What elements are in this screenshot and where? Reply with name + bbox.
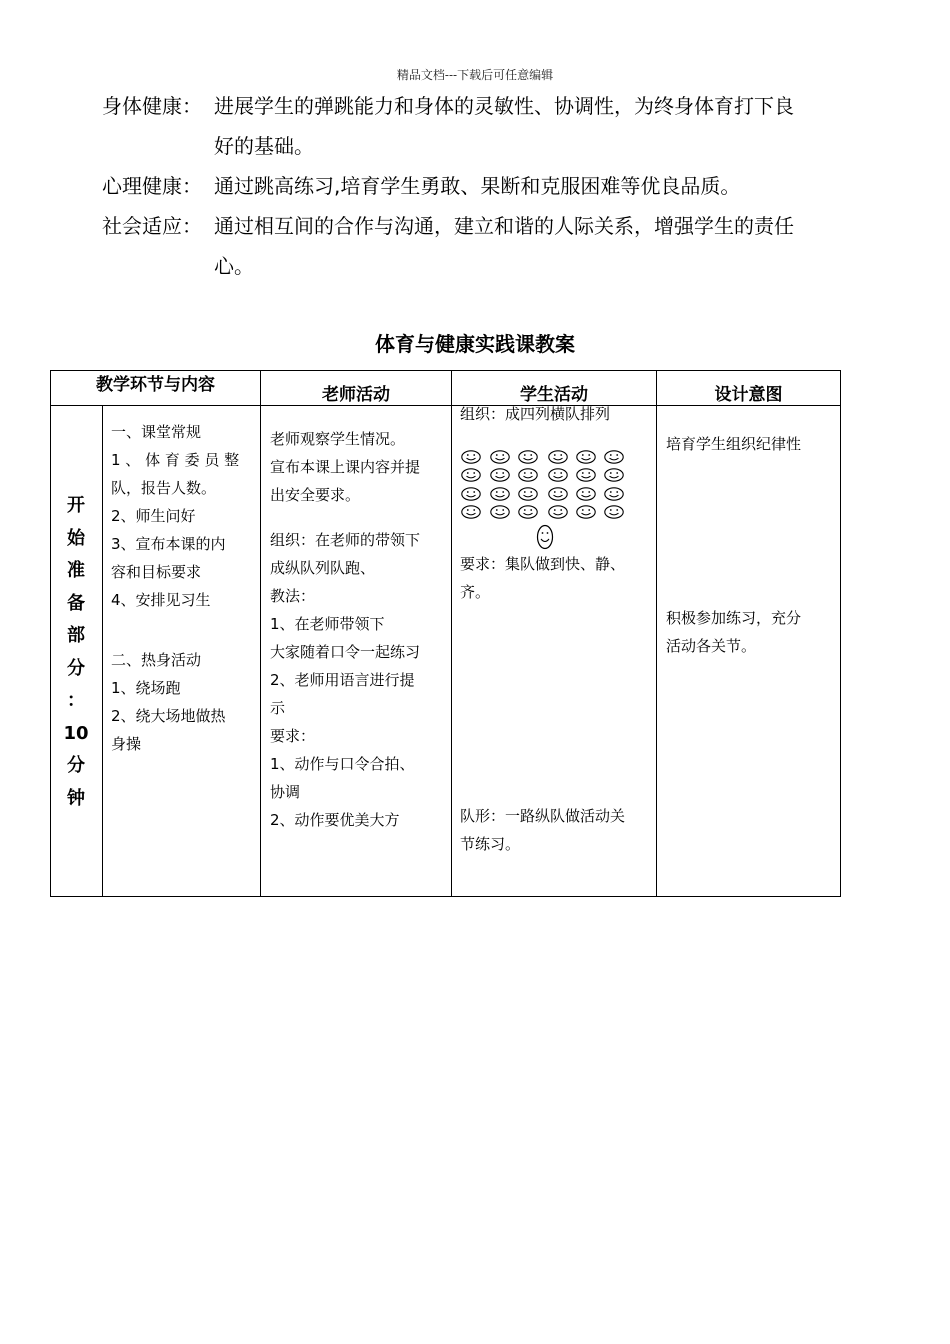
goal-label: 心理健康：: [102, 174, 202, 198]
table-border: [50, 405, 841, 406]
teacher-line: 组织：在老师的带领下: [270, 531, 421, 549]
teacher-line: 要求：: [270, 727, 316, 745]
teacher-face-icon: [536, 524, 554, 550]
content-line: 一、课堂常规: [111, 423, 202, 441]
smiley-face-icon: [576, 505, 596, 519]
smiley-face-icon: [461, 468, 481, 482]
design-1: 培育学生组织纪律性: [666, 435, 802, 453]
goal-mental: [102, 166, 741, 206]
content-line: 4、安排见习生: [111, 591, 211, 609]
smiley-face-icon: [576, 468, 596, 482]
teacher-line: 1、动作与口令合拍、: [270, 755, 415, 773]
content-line: 容和目标要求: [111, 563, 202, 581]
content-line: 队，报告人数。: [111, 479, 217, 497]
smiley-face-icon: [604, 505, 624, 519]
teacher-line: 教法：: [270, 587, 316, 605]
teacher-line: 成纵队列队跑、: [270, 559, 376, 577]
student-line: 队形：一路纵队做活动关: [460, 807, 626, 825]
section-char: 分: [67, 657, 85, 679]
header-content: 教学环节与内容: [96, 375, 215, 395]
content-spacer: [111, 614, 256, 646]
section-label: [51, 490, 101, 815]
teacher-line: 宣布本课上课内容并提: [270, 458, 421, 476]
smiley-face-icon: [604, 468, 624, 482]
student-line: 要求：集队做到快、静、: [460, 555, 626, 573]
table-border: [840, 370, 841, 897]
header-teacher: 老师活动: [322, 385, 390, 405]
design-line: 积极参加练习，充分: [666, 609, 802, 627]
smiley-face-icon: [604, 450, 624, 464]
teacher-line: 协调: [270, 783, 301, 801]
content-line: 2、师生问好: [111, 507, 196, 525]
content-line: 1、绕场跑: [111, 679, 181, 697]
smiley-face-icon: [548, 450, 568, 464]
section-char: 分: [67, 755, 85, 776]
student-form: [460, 802, 655, 858]
header-student: 学生活动: [520, 385, 588, 405]
smiley-face-icon: [490, 468, 510, 482]
smiley-face-icon: [461, 487, 481, 501]
section-char: ：: [67, 690, 85, 711]
section-char: 开: [67, 495, 85, 516]
section-char: 始: [67, 527, 85, 549]
design-line: 活动各关节。: [666, 637, 757, 655]
smiley-face-icon: [518, 505, 538, 519]
header-note: 精品文档---下载后可任意编辑: [396, 68, 554, 82]
table-border: [451, 370, 452, 897]
goal-physical: [102, 86, 794, 158]
teacher-line: 出安全要求。: [270, 486, 361, 504]
teacher-cell-2: [270, 526, 450, 834]
teacher-line: 1、在老师带领下: [270, 615, 385, 633]
teacher-line: 2、动作要优美大方: [270, 811, 400, 829]
student-org: 组织：成四列横队排列: [460, 405, 611, 423]
section-char: 部: [67, 625, 85, 646]
page-title: 体育与健康实践课教案: [375, 332, 575, 356]
teacher-line: 老师观察学生情况。: [270, 430, 406, 448]
goal-label: 社会适应：: [102, 214, 202, 238]
goal-text: 进展学生的弹跳能力和身体的灵敏性、协调性，为终身体育打下良: [214, 94, 794, 118]
content-line: 二、热身活动: [111, 651, 202, 669]
student-line: 齐。: [460, 583, 491, 601]
smiley-face-icon: [576, 487, 596, 501]
smiley-face-icon: [548, 487, 568, 501]
table-border: [50, 896, 841, 897]
goal-label: 身体健康：: [102, 94, 202, 118]
smiley-face-icon: [461, 505, 481, 519]
smiley-face-icon: [548, 468, 568, 482]
header-design: 设计意图: [714, 385, 783, 405]
table-border: [102, 405, 103, 897]
smiley-face-icon: [461, 450, 481, 464]
goal-text-cont: 心。: [214, 254, 254, 278]
teacher-cell-1: [270, 425, 450, 509]
goal-text-cont: 好的基础。: [214, 134, 314, 158]
design-2: [666, 604, 838, 660]
smiley-face-icon: [604, 487, 624, 501]
goal-text: 通过跳高练习,培育学生勇敢、果断和克服困难等优良品质。: [214, 174, 741, 198]
goal-text: 通过相互间的合作与沟通，建立和谐的人际关系，增强学生的责任: [214, 214, 794, 238]
content-line: 1 、 体 育 委 员 整: [111, 451, 240, 469]
section-char: 备: [67, 592, 85, 614]
smiley-face-icon: [518, 450, 538, 464]
smiley-face-icon: [490, 450, 510, 464]
goal-social: [102, 206, 794, 278]
teacher-line: 2、老师用语言进行提: [270, 671, 415, 689]
content-line: 2、绕大场地做热: [111, 707, 226, 725]
smiley-face-icon: [518, 487, 538, 501]
smiley-face-icon: [548, 505, 568, 519]
student-line: 节练习。: [460, 835, 521, 853]
table-border: [656, 370, 657, 897]
smiley-face-icon: [490, 487, 510, 501]
content-line: 3、宣布本课的内: [111, 535, 226, 553]
section-char: 钟: [67, 787, 85, 809]
smiley-face-icon: [576, 450, 596, 464]
content-line: 身操: [111, 735, 142, 753]
smiley-face-icon: [490, 505, 510, 519]
teacher-line: 大家随着口令一起练习: [270, 643, 421, 661]
section-char: 准: [67, 560, 85, 581]
student-requirement: [460, 550, 655, 606]
content-cell: [111, 418, 256, 758]
smiley-face-icon: [518, 468, 538, 482]
teacher-line: 示: [270, 699, 286, 717]
section-char: 10: [63, 722, 89, 744]
table-border: [260, 370, 261, 897]
